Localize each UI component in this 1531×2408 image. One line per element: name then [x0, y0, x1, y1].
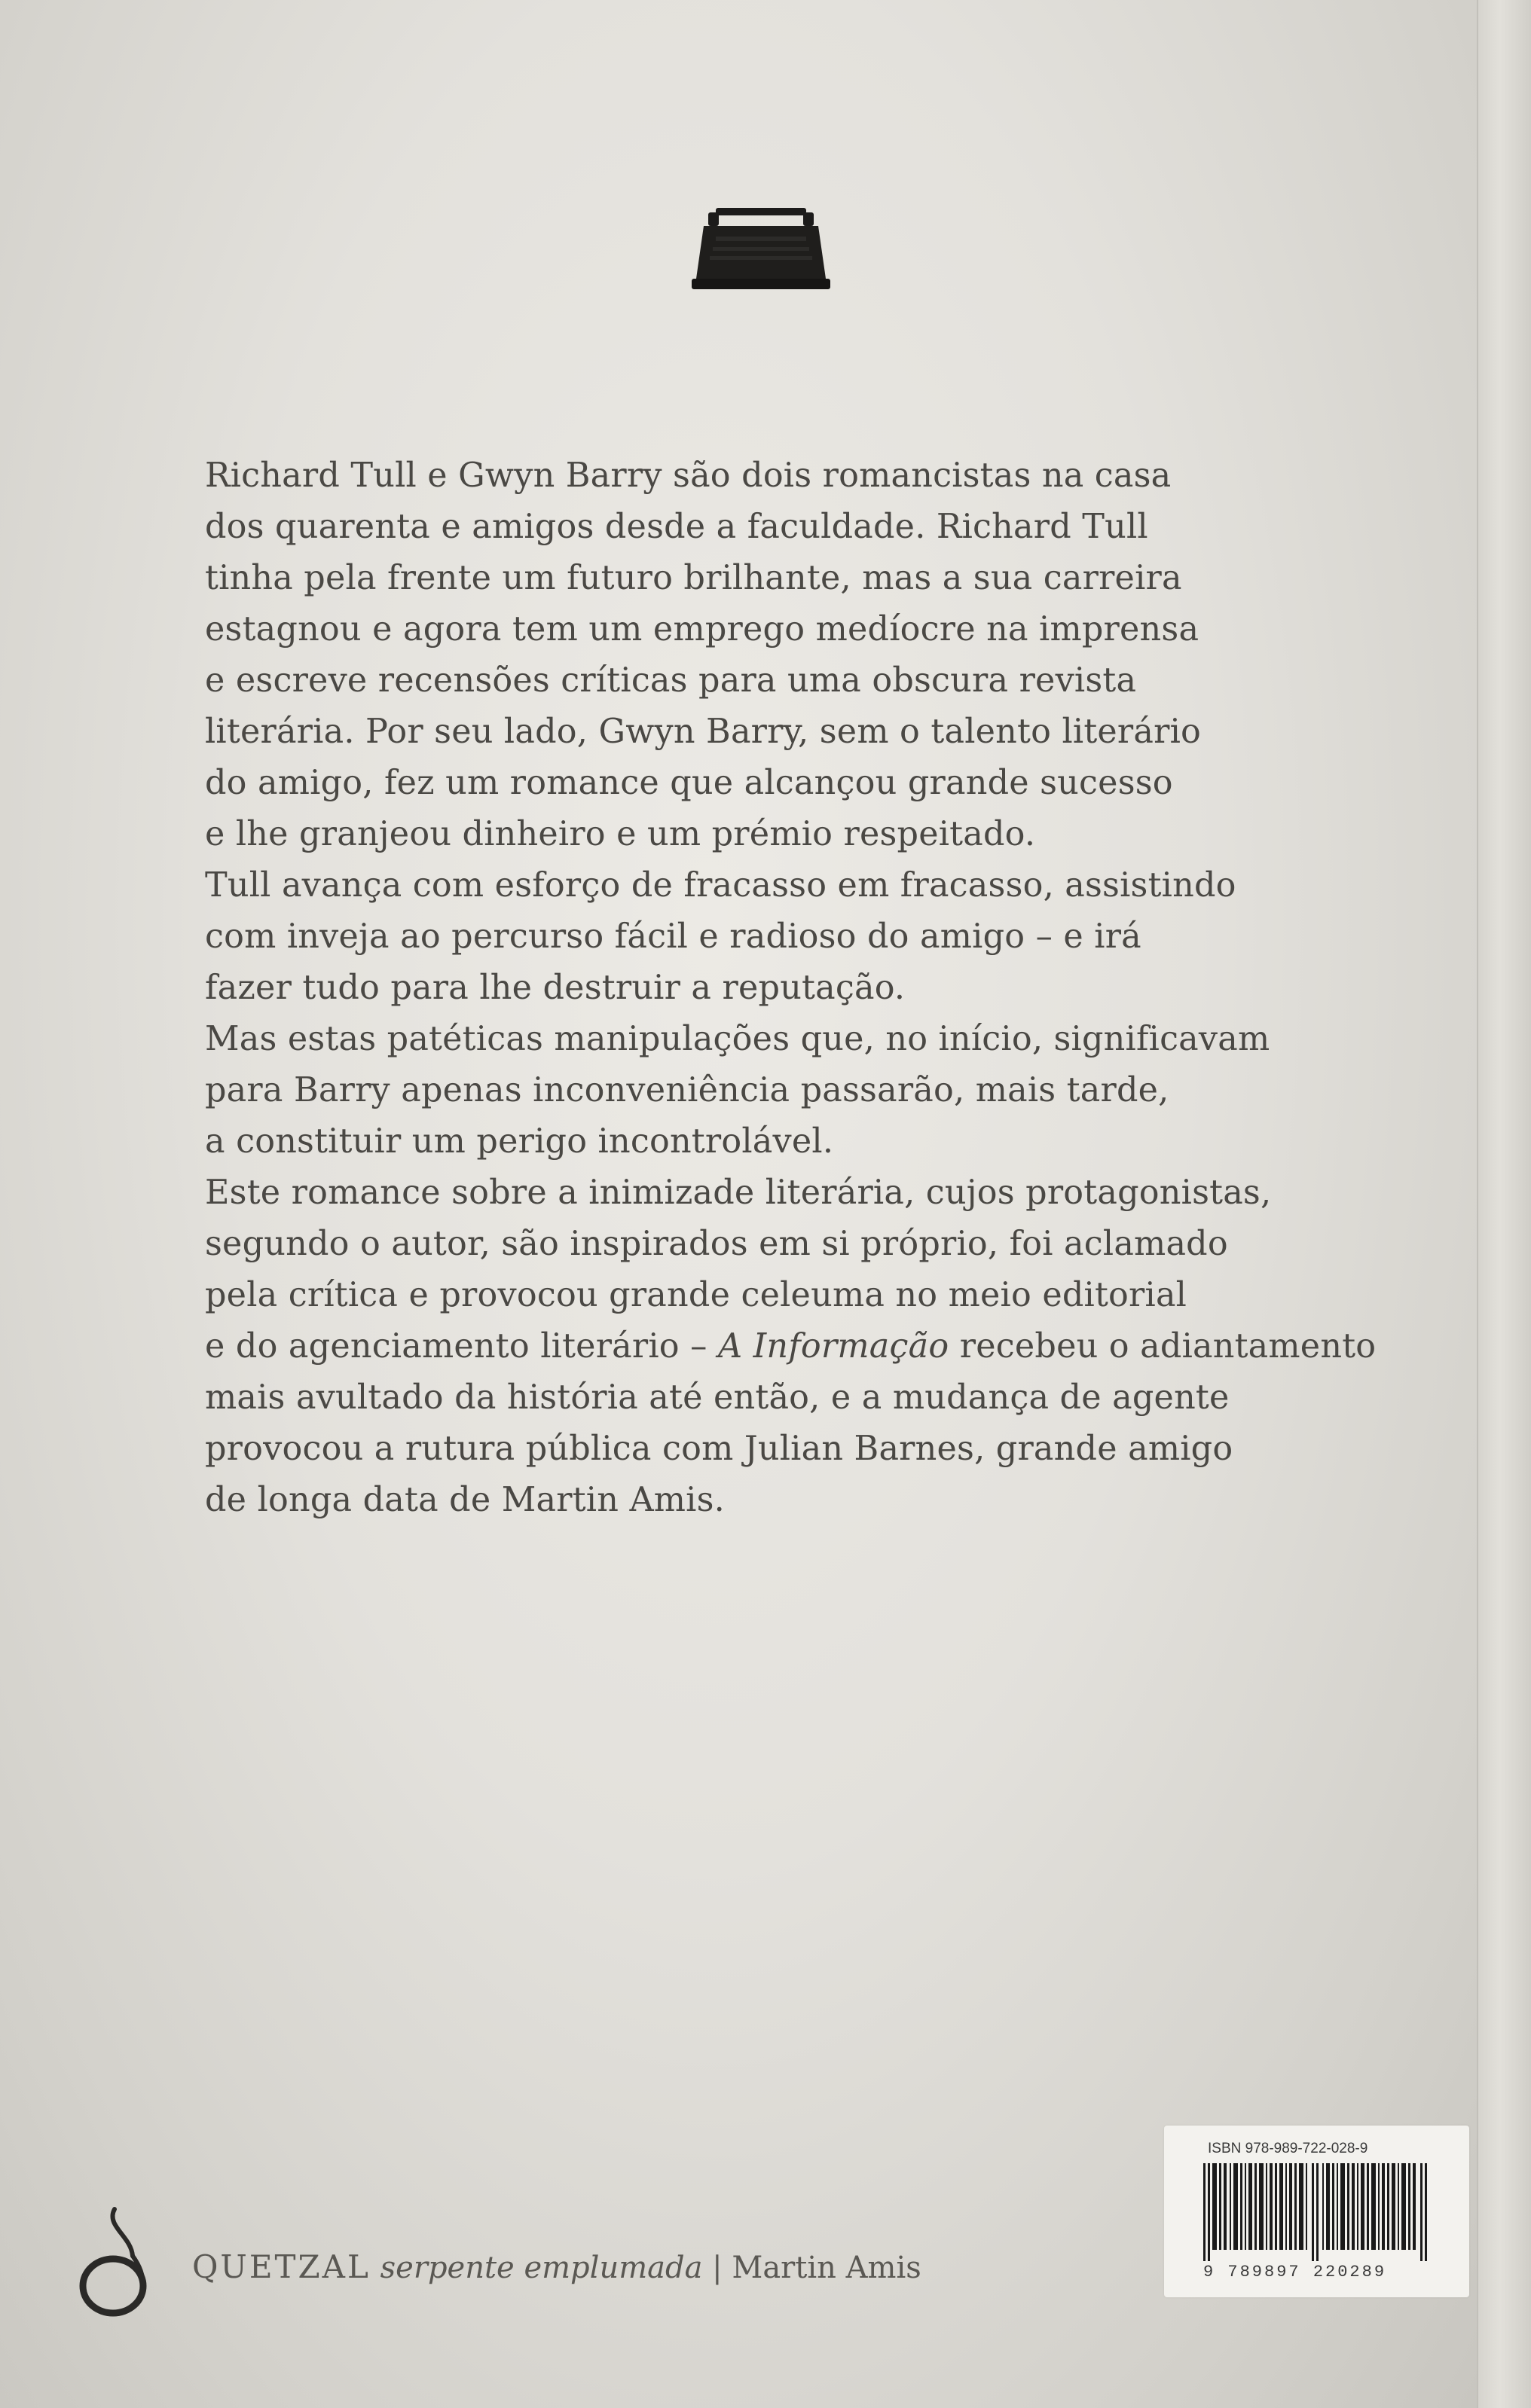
blurb-paragraph-4	[205, 1167, 1377, 1526]
blurb-line: segundo o autor, são inspirados em si próprio, foi aclamado	[205, 1225, 1228, 1263]
barcode-digits: 9 789897 220289	[1203, 2263, 1387, 2281]
blurb-line: dos quarenta e amigos desde a faculdade. Richard Tull	[205, 508, 1148, 546]
blurb-line: estagnou e agora tem um emprego medíocre na imprensa	[205, 610, 1199, 649]
blurb-line: e escreve recensões críticas para uma obscura revista	[205, 661, 1137, 700]
blurb-line: fazer tudo para lhe destruir a reputação.	[205, 969, 906, 1007]
blurb-line: Este romance sobre a inimizade literária, cujos protagonistas,	[205, 1173, 1272, 1212]
blurb-paragraph-1	[205, 450, 1313, 860]
blurb-paragraph-3	[205, 1014, 1313, 1167]
blurb-line: para Barry apenas inconveniência passarão, mais tarde,	[205, 1071, 1169, 1109]
imprint-separator: |	[712, 2251, 723, 2285]
blurb-text-fragment: e do agenciamento literário –	[205, 1327, 718, 1366]
publisher-tagline: serpente emplumada	[380, 2251, 703, 2285]
barcode-label	[1164, 2126, 1469, 2297]
spine-edge	[1477, 0, 1531, 2408]
isbn-text: ISBN 978-989-722-028-9	[1208, 2141, 1368, 2156]
author-name: Martin Amis	[732, 2251, 921, 2285]
publisher-name: QUETZAL	[192, 2248, 371, 2285]
blurb-line: com inveja ao percurso fácil e radioso do amigo – e irá	[205, 917, 1141, 956]
blurb-line: provocou a rutura pública com Julian Barnes, grande amigo	[205, 1430, 1233, 1468]
blurb-text-fragment: recebeu o adiantamento	[949, 1327, 1377, 1366]
blurb-line: Tull avança com esforço de fracasso em fracasso, assistindo	[205, 866, 1236, 905]
blurb-line: Mas estas patéticas manipulações que, no início, significavam	[205, 1020, 1270, 1058]
blurb-line: e lhe granjeou dinheiro e um prémio respeitado.	[205, 815, 1036, 853]
book-title: A Informação	[717, 1327, 949, 1366]
blurb-line: tinha pela frente um futuro brilhante, mas a sua carreira	[205, 559, 1182, 597]
blurb-line: mais avultado da história até então, e a mudança de agente	[205, 1378, 1230, 1417]
blurb-line: literária. Por seu lado, Gwyn Barry, sem o talento literário	[205, 713, 1202, 751]
blurb-line: de longa data de Martin Amis.	[205, 1481, 725, 1519]
blurb-text	[205, 450, 1377, 1526]
blurb-line: pela crítica e provocou grande celeuma no meio editorial	[205, 1276, 1187, 1314]
blurb-line-with-title	[205, 1321, 1377, 1372]
blurb-line: do amigo, fez um romance que alcançou grande sucesso	[205, 764, 1173, 802]
blurb-line: Richard Tull e Gwyn Barry são dois romancistas na casa	[205, 456, 1172, 495]
blurb-paragraph-2	[205, 860, 1313, 1014]
quetzal-serpent-logo-icon	[68, 2203, 158, 2324]
barcode-bars	[1203, 2163, 1429, 2261]
publisher-imprint	[192, 2248, 921, 2285]
typewriter-icon	[686, 203, 836, 301]
blurb-line: a constituir um perigo incontrolável.	[205, 1122, 834, 1161]
